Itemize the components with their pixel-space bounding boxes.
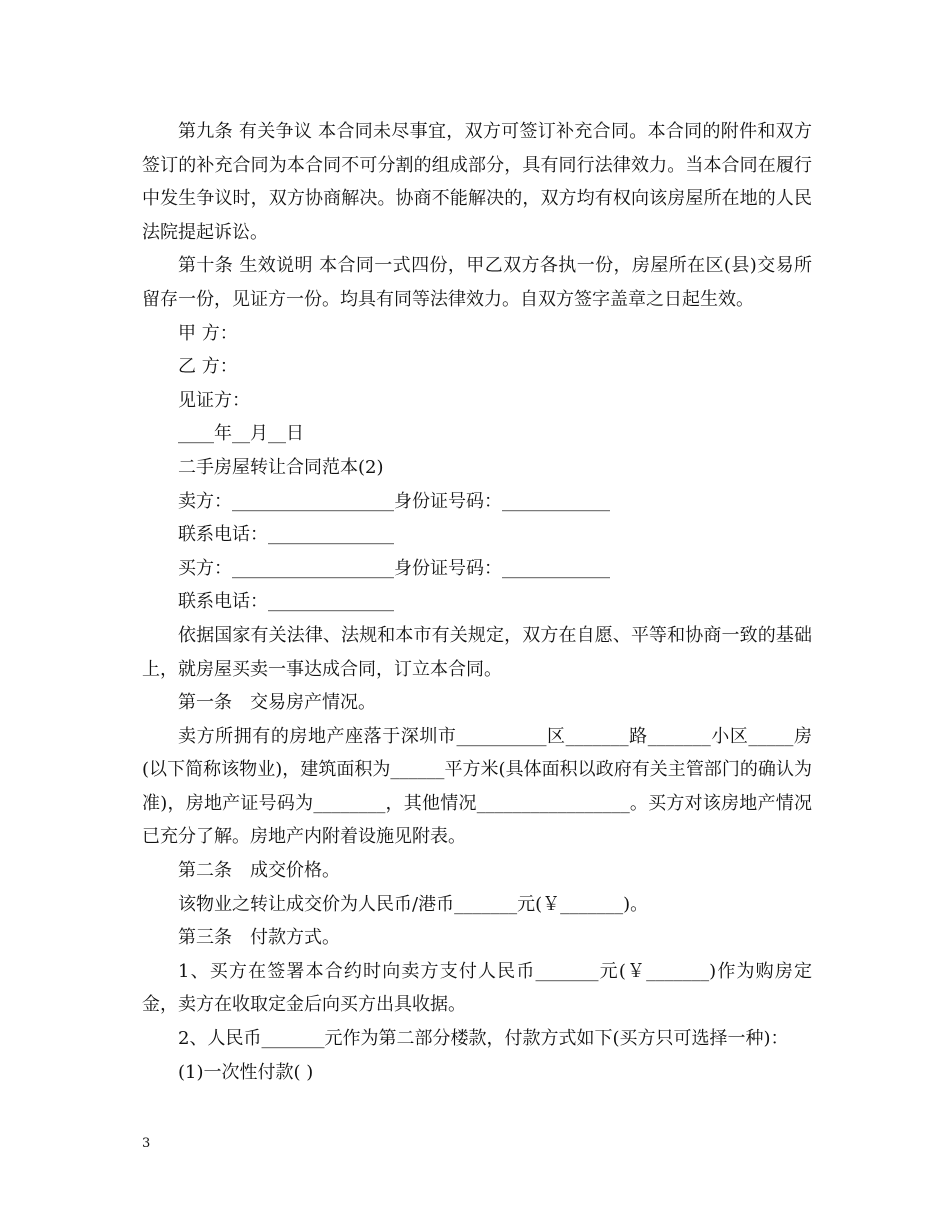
section-title: 二手房屋转让合同范本(2) xyxy=(178,456,384,478)
article-2-body: 该物业之转让成交价为人民币/港币_______元(￥_______)。 xyxy=(178,893,649,915)
article-3-option-1: (1)一次性付款( ) xyxy=(178,1061,314,1083)
clause-9-dispute: 第九条 有关争议 本合同未尽事宜，双方可签订补充合同。本合同的附件和双方签订的补充合同为本合同不可分割的组成部分，具有同行法律效力。当本合同在履行中发生争议时，双方协商解决。协商不能解决的，双方均有权向该房屋所在地的人民法院提起诉讼。 xyxy=(142,121,812,243)
article-1-heading: 第一条 交易房产情况。 xyxy=(178,692,376,714)
party-a-signature-line: 甲 方： xyxy=(178,322,238,344)
article-3-item-1: 1、买方在签署本合约时向卖方支付人民币_______元(￥_______)作为购房定金，卖方在收取定金后向买方出具收据。 xyxy=(142,960,812,1016)
clause-10-effectiveness: 第十条 生效说明 本合同一式四份，甲乙双方各执一份，房屋所在区(县)交易所留存一份，见证方一份。均具有同等法律效力。自双方签字盖章之日起生效。 xyxy=(142,255,812,310)
witness-signature-line: 见证方： xyxy=(178,389,250,411)
seller-phone-line: 联系电话：______________ xyxy=(178,524,394,546)
seller-info-line: 卖方：__________________身份证号码：____________ xyxy=(178,490,610,512)
article-3-heading: 第三条 付款方式。 xyxy=(178,927,340,949)
page-number: 3 xyxy=(142,1136,151,1151)
date-line: ____年__月__日 xyxy=(178,423,304,445)
buyer-info-line: 买方：__________________身份证号码：____________ xyxy=(178,557,610,579)
article-3-item-2: 2、人民币_______元作为第二部分楼款，付款方式如下(买方只可选择一种)： xyxy=(178,1028,789,1050)
buyer-phone-line: 联系电话：______________ xyxy=(178,591,394,613)
document-body xyxy=(142,115,812,1089)
party-b-signature-line: 乙 方： xyxy=(178,356,238,378)
article-2-heading: 第二条 成交价格。 xyxy=(178,860,340,882)
preamble: 依据国家有关法律、法规和本市有关规定，双方在自愿、平等和协商一致的基础上，就房屋买卖一事达成合同，订立本合同。 xyxy=(142,624,812,680)
article-1-body: 卖方所拥有的房地产座落于深圳市__________区_______路_______小区_____房(以下简称该物业)，建筑面积为______平方米(具体面积以政府有关主管部门的确认为准)，房地产证号码为________，其他情况_________________。买方对该房地产情况已充分了解。房地产内附着设施见附表。 xyxy=(142,725,812,848)
